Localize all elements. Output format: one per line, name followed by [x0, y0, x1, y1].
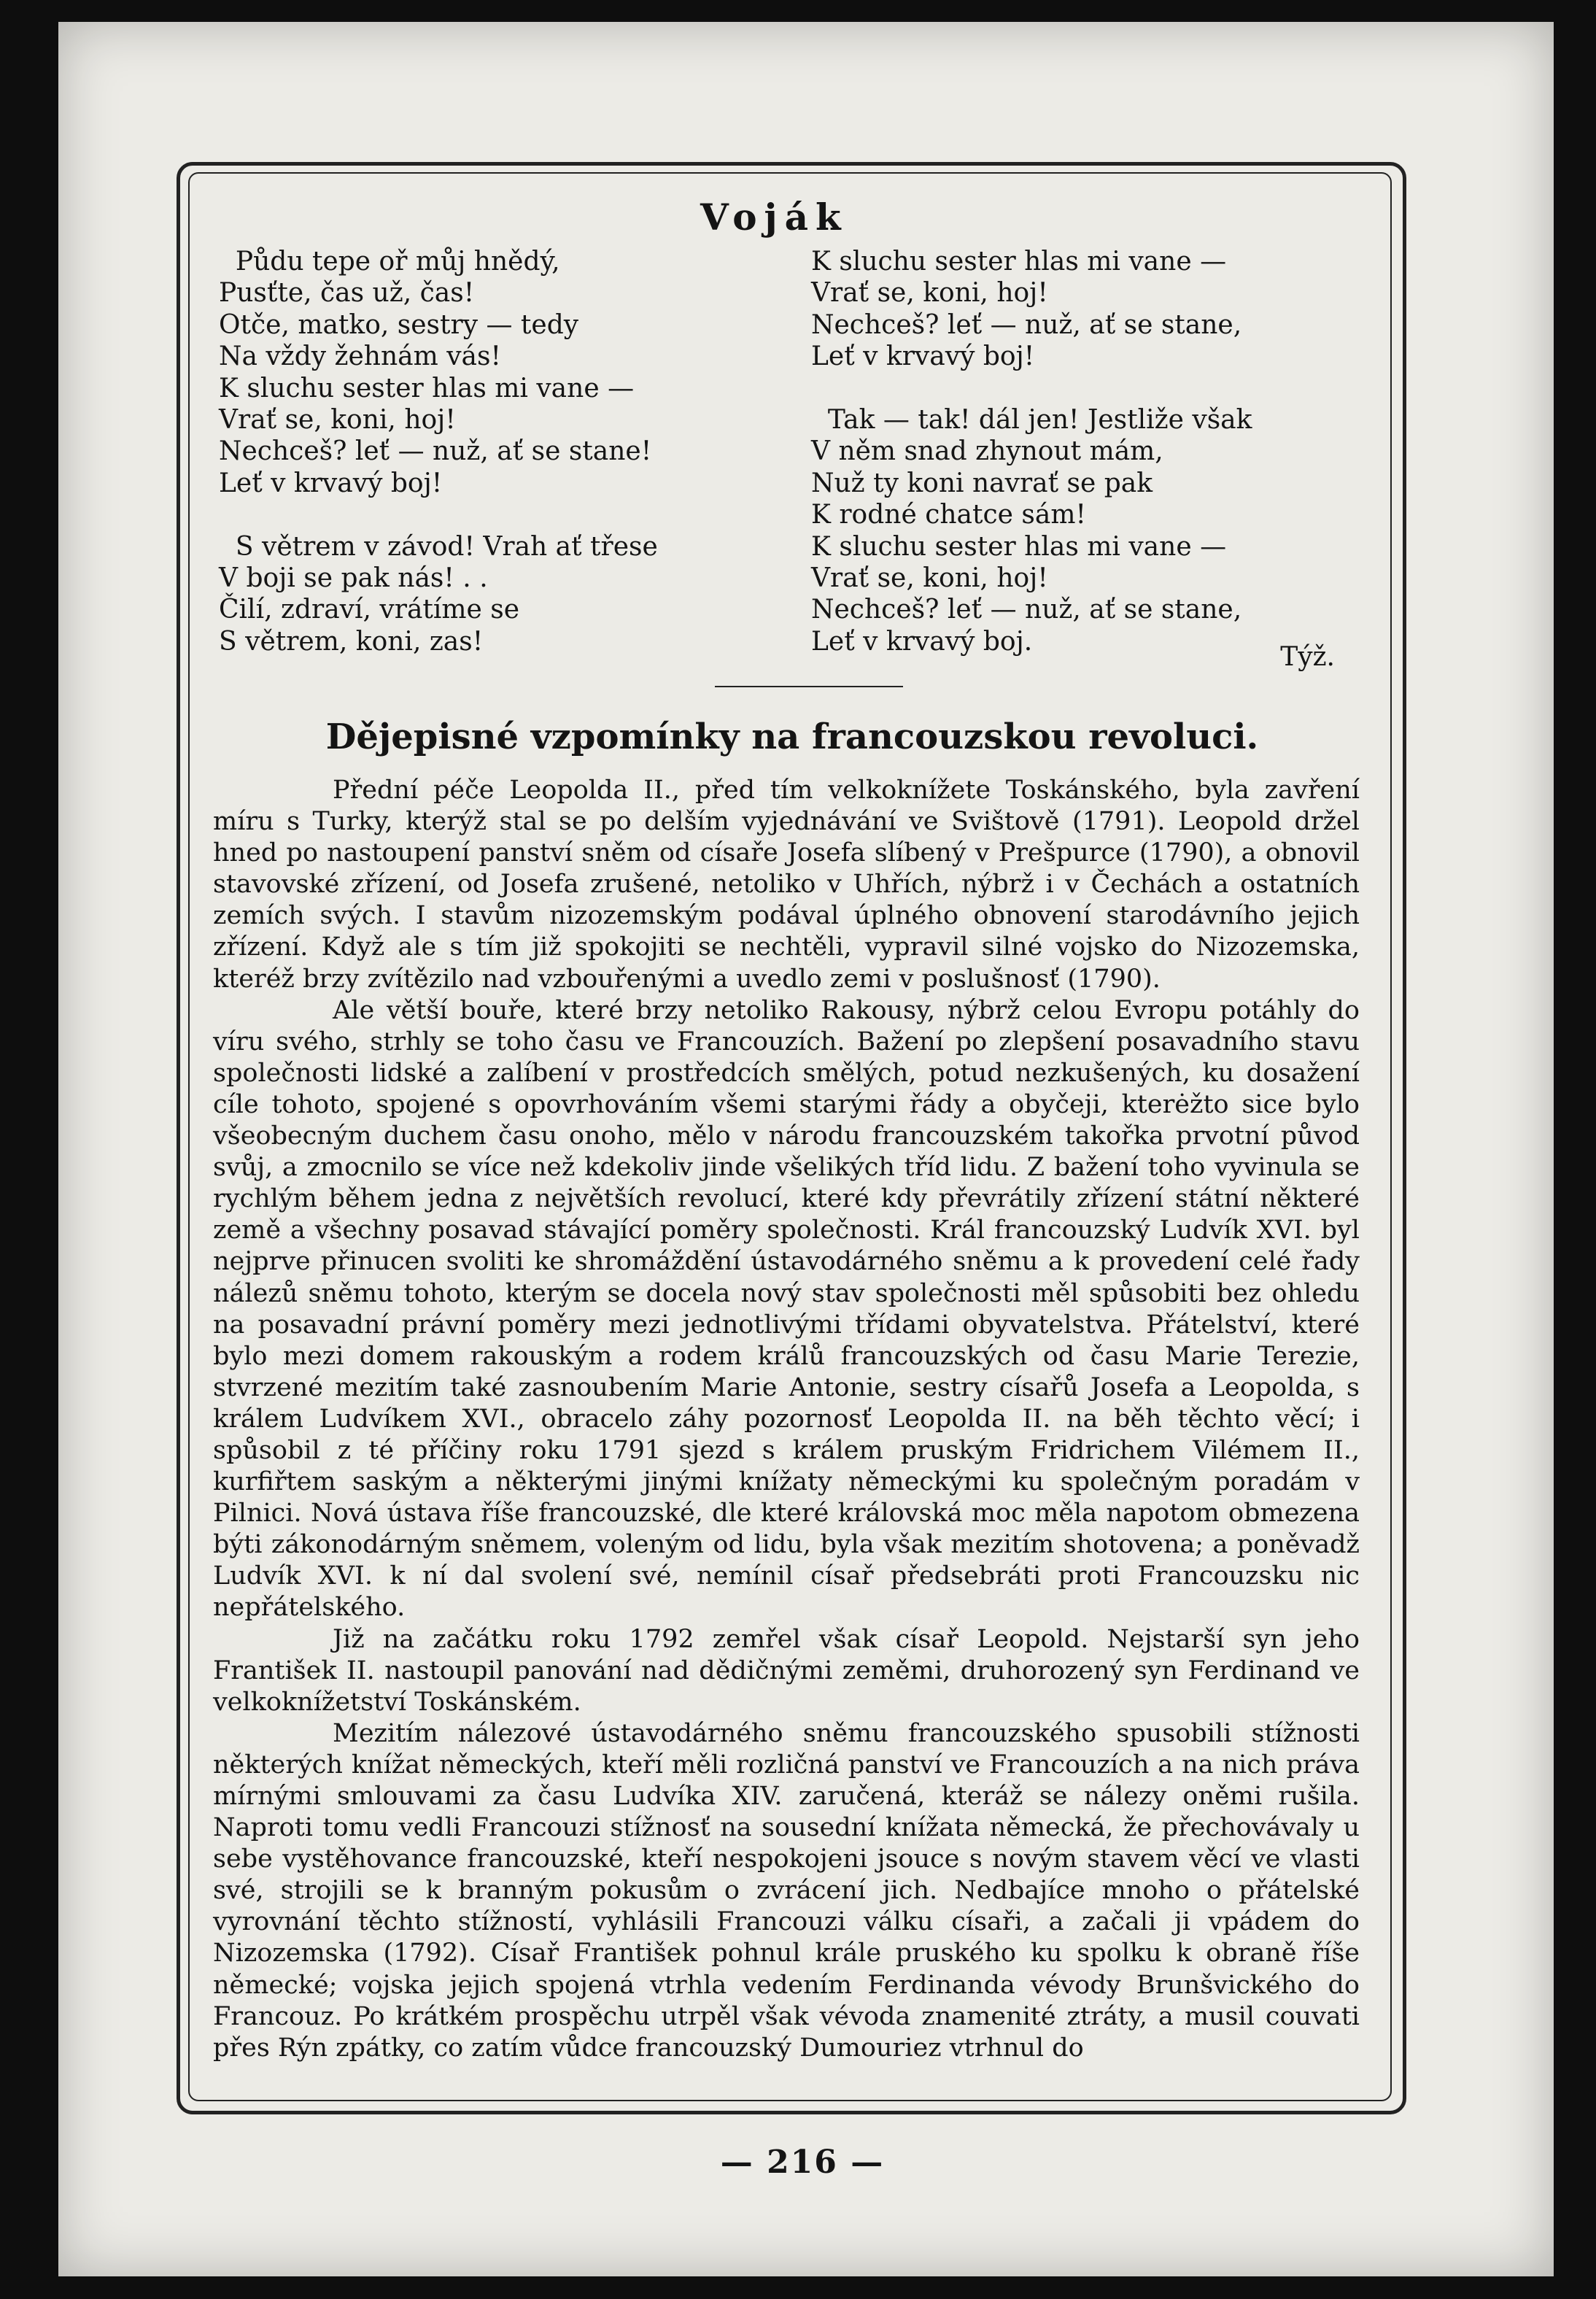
- poem-right-column: [811, 246, 1336, 657]
- poem-line: Tak — tak! dál jen! Jestliže však: [811, 404, 1252, 435]
- poem-line: K sluchu sester hlas mi vane —: [219, 373, 635, 403]
- poem-line: Leť v krvavý boj!: [219, 468, 443, 498]
- article-body: [213, 775, 1360, 2064]
- poem-author: Týž.: [1280, 642, 1335, 672]
- poem-line: Leť v krvavý boj!: [811, 341, 1035, 372]
- poem-line: K sluchu sester hlas mi vane —: [811, 247, 1227, 277]
- poem-line: Půdu tepe oř můj hnědý,: [219, 247, 560, 277]
- poem-line: K sluchu sester hlas mi vane —: [811, 531, 1227, 562]
- article-paragraph: Ale větší bouře, které brzy netoliko Rakousy, nýbrž celou Evropu potáhly do víru svého, strhly se toho času ve Francouzích. Bažení po zlepšení posavadního stavu společnosti lidské a zalíbení v prostředcích smělých, potud nezkušených, ku dosažení cíle tohoto, spojené s opovrhováním všemi starými řády a obyčeji, kterėžto sice bylo všeobecným duchem času onoho, mělo v národu francouzském takořka prvotní původ svůj, a zmocnilo se více než kdekoliv jinde všelikých tříd lidu. Z bažení toho vyvinula se rychlým během jedna z největších revolucí, které kdy převrátily zřízení státní některé země a všechny posavad stávající poměry společnosti. Král francouzský Ludvík XVI. byl nejprve přinucen svoliti ke shromáždění ústavodárného sněmu a k provedení celé řady nálezů sněmu tohoto, kterým se docela nový stav společnosti měl spůsobiti bez ohledu na posavadní právní poměry mezi jednotlivými třídami obyvatelstva. Přátelství, které bylo mezi domem rakouským a rodem králů francouzských od času Marie Terezie, stvrzené mezitím také zasnoubením Marie Antonie, sestry císařů Josefa a Leopolda, s králem Ludvíkem XVI., obracelo záhy pozornosť Leopolda II. na běh těchto věcí; i spůsobil z té příčiny roku 1791 sjezd s králem pruským Fridrichem Vilémem II., kurfiřtem saským a některými jinými knížaty německými ku společným poradám v Pilnici. Nová ústava říše francouzské, dle které královská moc měla napotom obmezena býti zákonodárným sněmem, voleným od lidu, byla však mezitím shotovena; a poněvadž Ludvík XVI. k ní dal svolení své, nemínil císař předsebráti proti Francouzsku nic nepřátelského.: [213, 995, 1360, 1623]
- page-number: — 216 —: [720, 2144, 885, 2181]
- poem-line: V boji se pak nás! . .: [219, 563, 488, 593]
- poem-line: Nechceš? leť — nuž, ať se stane,: [811, 595, 1242, 625]
- section-divider: [715, 686, 903, 687]
- poem-line: Vrať se, koni, hoj!: [811, 563, 1048, 593]
- article-paragraph: Přední péče Leopolda II., před tím velkoknížete Toskánského, byla zavření míru s Turky, kterýž stal se po delším vyjednávání ve Svištově (1791). Leopold držel hned po nastoupení panství sněm od císaře Josefa slíbený v Prešpurce (1790), a obnovil stavovské zřízení, od Josefa zrušené, netoliko v Uhřích, nýbrž i v Čechách a ostatních zemích svých. I stavům nizozemským podával úplného obnovení starodávního jejich zřízení. Když ale s tím již spokojiti se nechtěli, vypravil silné vojsko do Nizozemska, kteréž brzy zvítězilo nad vzbouřenými a uvedlo zemi v poslušnosť (1790).: [213, 776, 1360, 994]
- poem-left-column: [219, 246, 744, 657]
- poem-line: K rodné chatce sám!: [811, 500, 1086, 530]
- poem-line: V něm snad zhynout mám,: [811, 436, 1163, 467]
- stanza-gap: [219, 499, 744, 530]
- poem-line: Na vždy žehnám vás!: [219, 341, 501, 372]
- poem-line: Leť v krvavý boj.: [811, 626, 1033, 657]
- poem-line: Vrať se, koni, hoj!: [219, 404, 456, 435]
- poem-line: Nechceš? leť — nuž, ať se stane!: [219, 436, 652, 467]
- poem-title: Voják: [700, 196, 848, 239]
- poem-line: Čilí, zdraví, vrátíme se: [219, 595, 520, 625]
- article-paragraph: Již na začátku roku 1792 zemřel však císař Leopold. Nejstarší syn jeho František II. nastoupil panování nad dědičnými zeměmi, druhorozený syn Ferdinand ve velkoknížetství Toskánském.: [213, 1624, 1360, 1717]
- poem-line: S větrem, koni, zas!: [219, 626, 484, 657]
- poem-line: Vrať se, koni, hoj!: [811, 278, 1048, 309]
- article-paragraph: Mezitím nálezové ústavodárného sněmu francouzského spusobili stížnosti některých knížat německých, kteří měli rozličná panství ve Francouzích a na nich práva mírnými smlouvami za času Ludvíka XIV. zaručená, kteráž se nálezy oněmi rušila. Naproti tomu vedli Francouzi stížnosť na sousední knížata německá, že přechovávaly u sebe vystěhovance francouzské, kteří nespokojeni jsouce s novým stavem věcí ve vlasti své, strojili se k branným pokusům o zvrácení jich. Nedbajíce mnoho o přátelské vyrovnání těchto stížností, vyhlásili Francouzi válku císaři, a začali ji vpádem do Nizozemska (1792). Císař František pohnul krále pruského ku spolku k obraně říše německé; vojska jejich spojená vtrhla vedením Ferdinanda vévody Brunšvického do Francouz. Po krátkém prospěchu utrpěl však vévoda znamenité ztráty, a musil couvati přes Rýn zpátky, co zatím vůdce francouzský Dumouriez vtrhnul do: [213, 1718, 1360, 2063]
- poem-line: Nechceš? leť — nuž, ať se stane,: [811, 309, 1242, 340]
- article-title: Dějepisné vzpomínky na francouzskou revoluci.: [325, 716, 1259, 757]
- stanza-gap: [811, 373, 1336, 404]
- poem-line: Pusťte, čas už, čas!: [219, 278, 475, 309]
- poem-line: Nuž ty koni navrať se pak: [811, 468, 1153, 498]
- poem-line: Otče, matko, sestry — tedy: [219, 309, 579, 340]
- poem-line: S větrem v závod! Vrah ať třese: [219, 531, 658, 562]
